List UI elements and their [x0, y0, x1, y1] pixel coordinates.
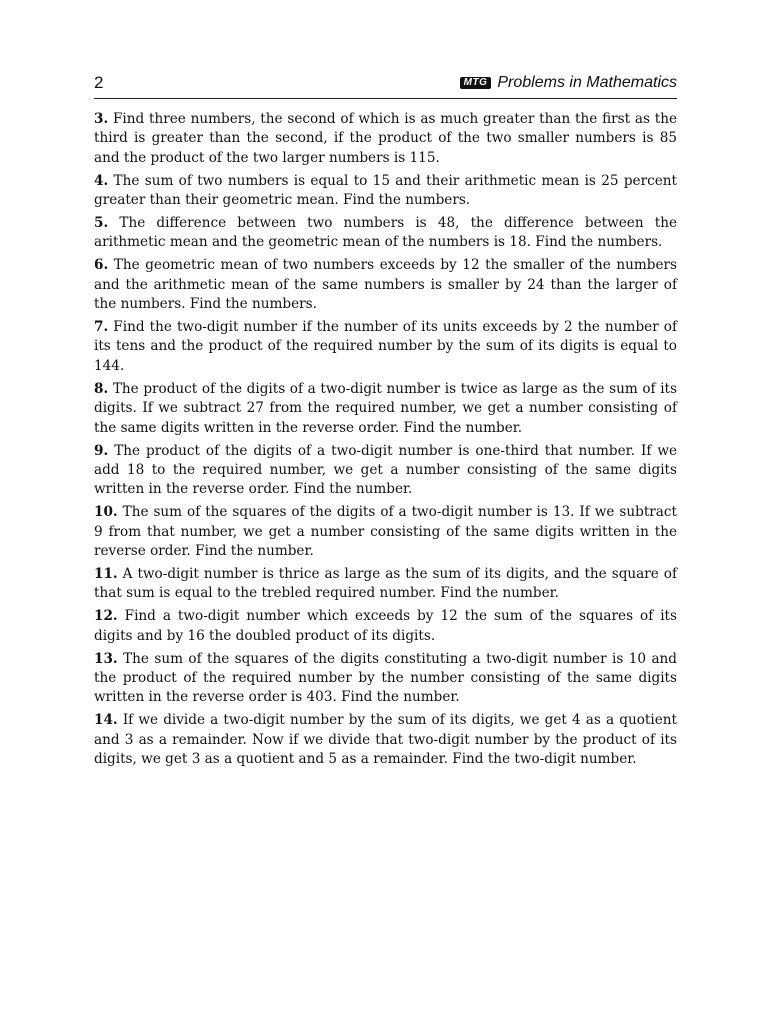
problem-text: If we divide a two-digit number by the sum of its digits, we get 4 as a quotient and 3 as a remainder. Now if we divide that two-digit number by the product of its digits, we get 3 as a quotient and 5 as a remainder. Find the two-digit number.: [94, 712, 677, 768]
problem-number: 8.: [94, 380, 109, 397]
problem-number: 9.: [94, 442, 109, 459]
problem-text: A two-digit number is thrice as large as the sum of its digits, and the square of that sum is equal to the trebled required number. Find the number.: [94, 565, 677, 602]
running-title: [460, 74, 677, 92]
document-page: [94, 70, 677, 773]
problem-text: The sum of the squares of the digits of a two-digit number is 13. If we subtract 9 from that number, we get a number consisting of the same digits written in the reverse order. Find the number.: [94, 504, 677, 560]
problem-item: [94, 711, 677, 769]
problem-number: 12.: [94, 608, 118, 625]
problem-item: [94, 172, 677, 211]
problem-item: [94, 503, 677, 561]
problem-number: 11.: [94, 565, 118, 582]
problem-text: The difference between two numbers is 48, the difference between the arithmetic mean and the geometric mean of the numbers is 18. Find the numbers.: [94, 215, 677, 251]
publisher-logo: MTG: [460, 77, 492, 89]
problem-item: [94, 442, 677, 500]
problem-text: The geometric mean of two numbers exceeds by 12 the smaller of the numbers and the arithmetic mean of the same numbers is smaller by 24 than the larger of the numbers. Find the numbers.: [94, 257, 677, 313]
problem-text: Find a two-digit number which exceeds by 12 the sum of the squares of its digits and by 16 the doubled product of its digits.: [94, 608, 677, 644]
problem-number: 7.: [94, 319, 109, 336]
problem-text: The sum of the squares of the digits constituting a two-digit number is 10 and the product of the required number by the number consisting of the same digits written in the reverse order is 403. Find the number.: [94, 650, 677, 706]
problem-number: 14.: [94, 712, 118, 729]
problem-item: [94, 110, 677, 168]
problem-list: [94, 110, 677, 770]
problem-item: [94, 607, 677, 646]
page-header: [94, 70, 677, 99]
problem-number: 3.: [94, 111, 109, 127]
problem-number: 4.: [94, 172, 109, 189]
problem-number: 6.: [94, 257, 109, 274]
problem-text: The sum of two numbers is equal to 15 and their arithmetic mean is 25 percent greater than their geometric mean. Find the numbers.: [94, 172, 677, 209]
problem-item: [94, 318, 677, 376]
problem-text: The product of the digits of a two-digit number is twice as large as the sum of its digits. If we subtract 27 from the required number, we get a number consisting of the same digits written in the reverse order. Find the number.: [94, 380, 677, 436]
problem-item: [94, 565, 677, 604]
problem-item: [94, 256, 677, 314]
problem-number: 5.: [94, 215, 109, 232]
problem-text: Find the two-digit number if the number of its units exceeds by 2 the number of its tens and the product of the required number by the sum of its digits is equal to 144.: [94, 319, 677, 374]
book-title: Problems in Mathematics: [497, 74, 677, 91]
page-number: 2: [94, 73, 104, 92]
problem-item: [94, 380, 677, 438]
problem-text: Find three numbers, the second of which is as much greater than the first as the third is greater than the second, if the product of the two smaller numbers is 85 and the product of the two larger numbers is 115.: [94, 111, 677, 166]
problem-item: [94, 650, 677, 708]
problem-number: 10.: [94, 504, 118, 521]
problem-item: [94, 214, 677, 253]
problem-text: The product of the digits of a two-digit number is one-third that number. If we add 18 to the required number, we get a number consisting of the same digits written in the reverse order. Find the number.: [94, 442, 678, 498]
problem-number: 13.: [94, 650, 118, 667]
